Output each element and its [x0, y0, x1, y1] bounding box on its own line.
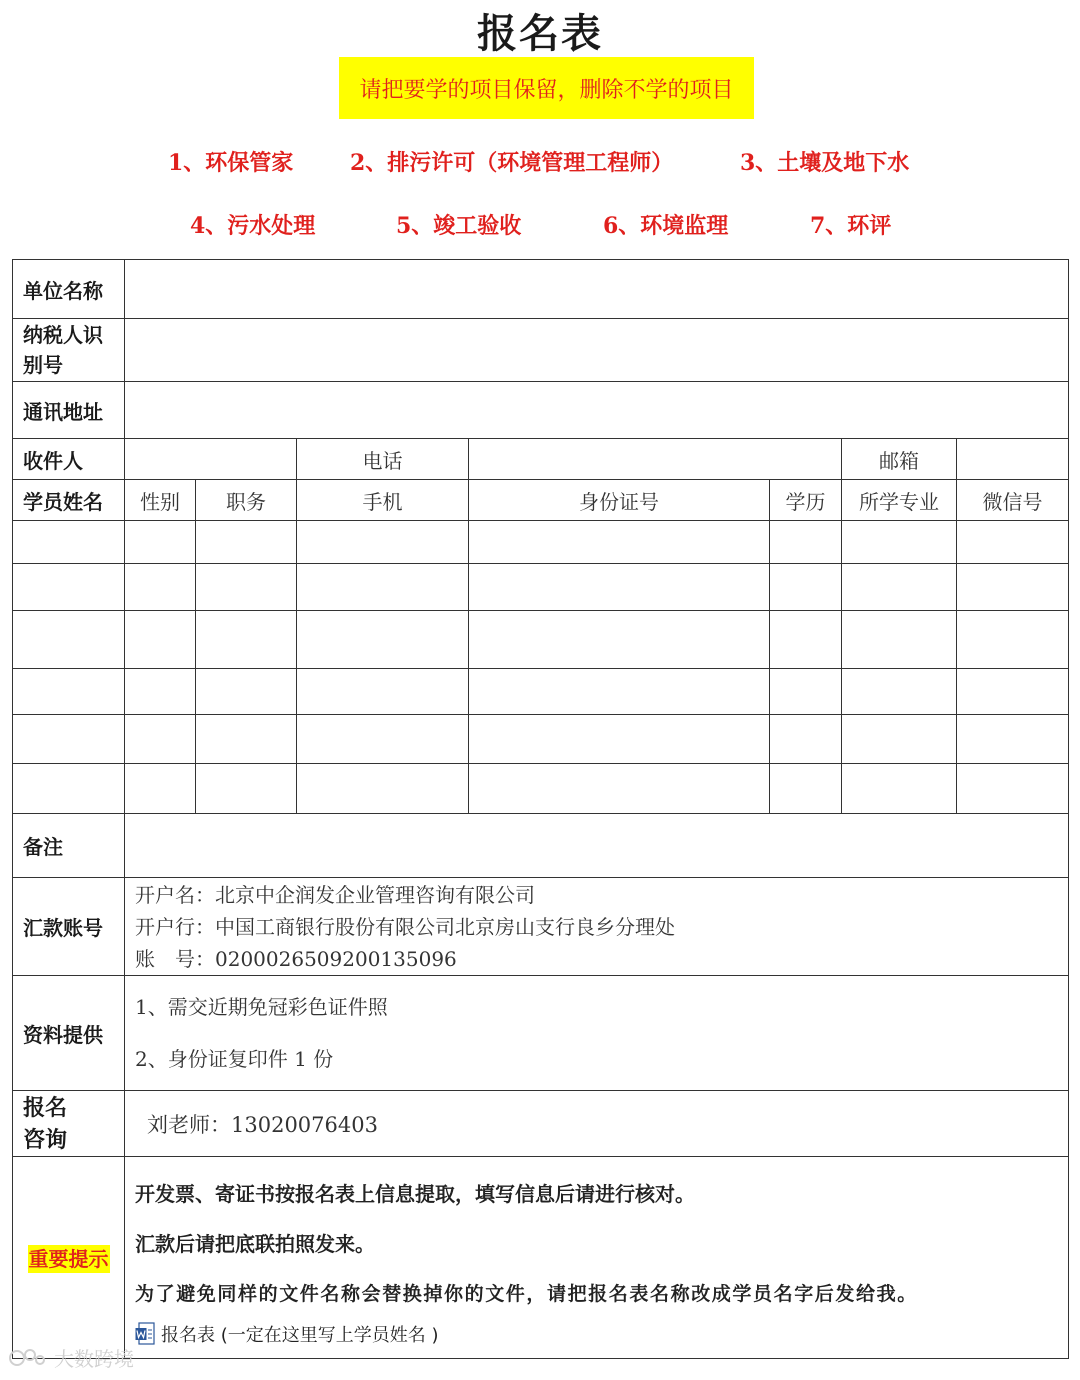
- material-item: 2、身份证复印件 1 份: [135, 1047, 334, 1071]
- student-cell[interactable]: [196, 715, 297, 764]
- email-field[interactable]: [957, 439, 1069, 480]
- materials-list: [125, 976, 1069, 1091]
- student-cell[interactable]: [13, 564, 125, 611]
- student-cell[interactable]: [842, 611, 957, 669]
- student-cell[interactable]: [770, 564, 842, 611]
- note-item: 为了避免同样的文件名称会替换掉你的文件，请把报名表名称改成学员名字后发给我。: [135, 1282, 918, 1305]
- consult-label-text: 报名咨询: [23, 1094, 68, 1153]
- important-notes: [125, 1157, 1069, 1359]
- student-cell[interactable]: [297, 521, 469, 564]
- student-name-header: 学员姓名: [13, 480, 125, 521]
- note-item: 开发票、寄证书按报名表上信息提取，填写信息后请进行核对。: [135, 1181, 695, 1206]
- project-item: 5、竣工验收: [396, 213, 522, 239]
- student-cell[interactable]: [469, 611, 770, 669]
- watermark-text: 大数跨境: [54, 1347, 134, 1371]
- student-row: [13, 764, 1069, 814]
- education-header: 学历: [770, 480, 842, 521]
- student-row: [13, 669, 1069, 715]
- position-header: 职务: [196, 480, 297, 521]
- student-cell[interactable]: [842, 564, 957, 611]
- student-cell[interactable]: [469, 764, 770, 814]
- phone-label: 电话: [297, 439, 469, 480]
- student-cell[interactable]: [957, 521, 1069, 564]
- taxid-field[interactable]: [125, 319, 1069, 382]
- student-cell[interactable]: [842, 669, 957, 715]
- student-row: [13, 611, 1069, 669]
- bank-account-name: 开户名：北京中企润发企业管理咨询有限公司: [135, 882, 535, 907]
- student-cell[interactable]: [196, 669, 297, 715]
- project-item: 6、环境监理: [603, 213, 729, 239]
- mobile-header: 手机: [297, 480, 469, 521]
- materials-label: 资料提供: [13, 976, 125, 1091]
- student-cell[interactable]: [842, 715, 957, 764]
- student-cell[interactable]: [770, 764, 842, 814]
- student-cell[interactable]: [13, 521, 125, 564]
- bank-branch: 开户行：中国工商银行股份有限公司北京房山支行良乡分理处: [135, 914, 675, 939]
- student-cell[interactable]: [297, 764, 469, 814]
- student-cell[interactable]: [125, 764, 196, 814]
- student-cell[interactable]: [125, 521, 196, 564]
- important-label-cell: [13, 1157, 125, 1359]
- recipient-field[interactable]: [125, 439, 297, 480]
- email-label: 邮箱: [842, 439, 957, 480]
- recipient-label: 收件人: [13, 439, 125, 480]
- address-label: 通讯地址: [13, 382, 125, 439]
- student-cell[interactable]: [297, 715, 469, 764]
- major-header: 所学专业: [842, 480, 957, 521]
- project-item: 2、排污许可（环境管理工程师）: [350, 150, 674, 176]
- remarks-field[interactable]: [125, 814, 1069, 878]
- student-cell[interactable]: [13, 715, 125, 764]
- student-cell[interactable]: [957, 764, 1069, 814]
- bank-info: [125, 878, 1069, 976]
- student-row: [13, 564, 1069, 611]
- student-cell[interactable]: [13, 764, 125, 814]
- student-cell[interactable]: [770, 521, 842, 564]
- student-cell[interactable]: [957, 611, 1069, 669]
- registration-table: [12, 259, 1069, 1359]
- student-cell[interactable]: [125, 564, 196, 611]
- student-cell[interactable]: [125, 715, 196, 764]
- bank-label: 汇款账号: [13, 878, 125, 976]
- project-item: 1、环保管家: [168, 150, 294, 176]
- project-item: 3、土壤及地下水: [740, 150, 910, 176]
- attached-file-name: 报名表 (一定在这里写上学员姓名 ): [161, 1324, 439, 1346]
- material-item: 1、需交近期免冠彩色证件照: [135, 995, 388, 1019]
- address-field[interactable]: [125, 382, 1069, 439]
- student-row: [13, 521, 1069, 564]
- taxid-label: 纳税人识别号: [13, 319, 125, 382]
- student-cell[interactable]: [297, 611, 469, 669]
- student-cell[interactable]: [469, 521, 770, 564]
- student-cell[interactable]: [957, 715, 1069, 764]
- notice-banner: 请把要学的项目保留，删除不学的项目: [339, 57, 754, 119]
- student-cell[interactable]: [297, 564, 469, 611]
- student-cell[interactable]: [770, 669, 842, 715]
- student-cell[interactable]: [469, 669, 770, 715]
- student-cell[interactable]: [196, 764, 297, 814]
- remarks-label: 备注: [13, 814, 125, 878]
- consult-label: [13, 1091, 125, 1157]
- page-title: 报名表: [477, 11, 603, 57]
- student-cell[interactable]: [469, 564, 770, 611]
- project-item: 7、环评: [810, 213, 892, 239]
- company-label: 单位名称: [13, 260, 125, 319]
- student-cell[interactable]: [125, 669, 196, 715]
- student-row: [13, 715, 1069, 764]
- idcard-header: 身份证号: [469, 480, 770, 521]
- watermark: [8, 1343, 134, 1372]
- student-cell[interactable]: [842, 521, 957, 564]
- phone-field[interactable]: [469, 439, 842, 480]
- student-cell[interactable]: [196, 564, 297, 611]
- wechat-header: 微信号: [957, 480, 1069, 521]
- student-cell[interactable]: [770, 715, 842, 764]
- student-cell[interactable]: [469, 715, 770, 764]
- student-cell[interactable]: [196, 611, 297, 669]
- consult-contact: 刘老师：13020076403: [125, 1091, 1069, 1157]
- bank-account-number: 账 号：0200026509200135096: [135, 946, 457, 971]
- company-field[interactable]: [125, 260, 1069, 319]
- student-cell[interactable]: [13, 611, 125, 669]
- project-item: 4、污水处理: [190, 213, 316, 239]
- student-cell[interactable]: [957, 564, 1069, 611]
- note-item: 汇款后请把底联拍照发来。: [135, 1231, 375, 1256]
- student-cell[interactable]: [13, 669, 125, 715]
- student-cell[interactable]: [125, 611, 196, 669]
- student-cell[interactable]: [842, 764, 957, 814]
- attached-file[interactable]: [135, 1321, 1058, 1347]
- student-cell[interactable]: [770, 611, 842, 669]
- student-cell[interactable]: [196, 521, 297, 564]
- student-cell[interactable]: [957, 669, 1069, 715]
- word-document-icon: [135, 1322, 155, 1346]
- important-label: 重要提示: [28, 1247, 109, 1271]
- gender-header: 性别: [125, 480, 196, 521]
- watermark-logo-icon: [8, 1347, 48, 1369]
- student-cell[interactable]: [297, 669, 469, 715]
